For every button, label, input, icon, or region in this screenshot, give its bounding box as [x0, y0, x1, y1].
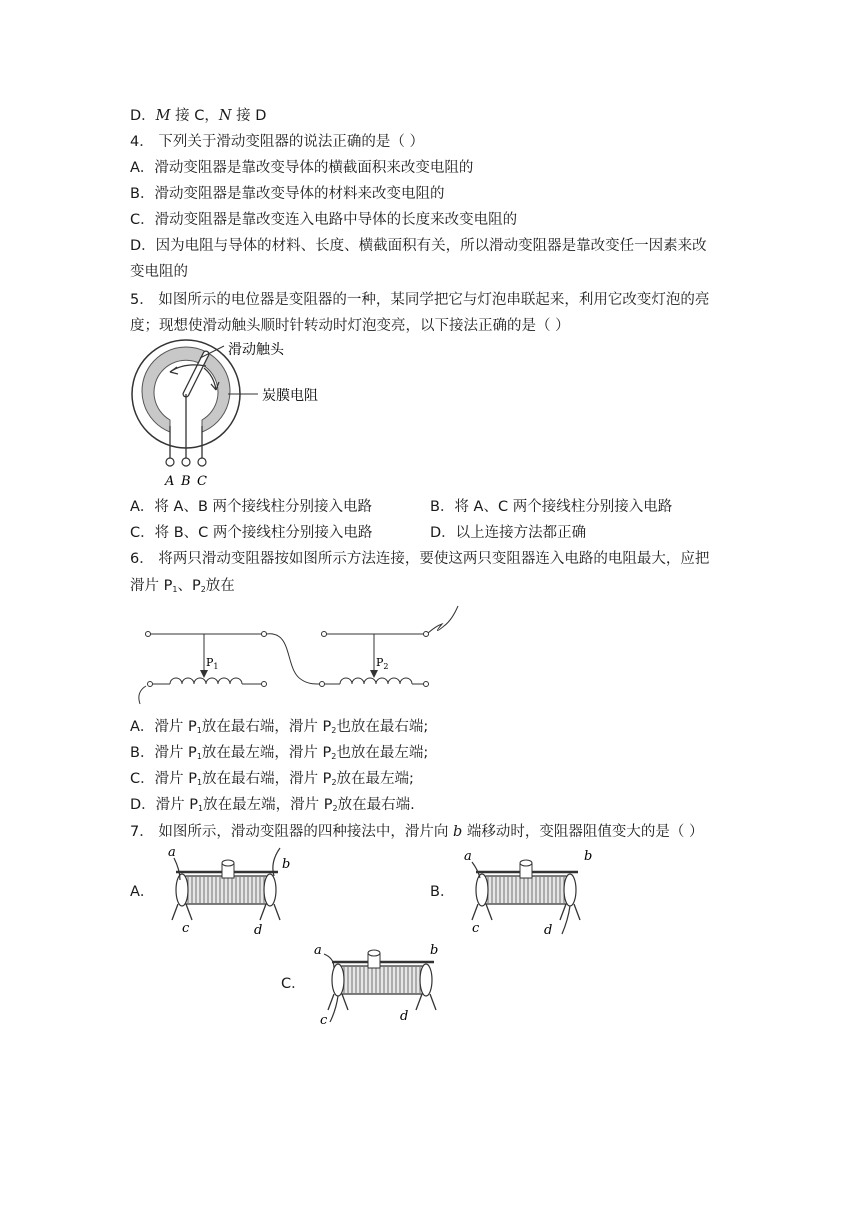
- coil-body: [338, 966, 426, 994]
- slider-p2-arrow: [370, 670, 378, 678]
- text: 放在最右端，滑片 P: [202, 771, 332, 787]
- text: 放在最左端;: [336, 771, 414, 787]
- right-coil-terminal: [320, 682, 325, 687]
- option-text: 接 C，: [170, 108, 219, 124]
- end-cap-right: [264, 874, 276, 906]
- p2-sub: 2: [383, 662, 389, 671]
- right-rail-terminal-right: [424, 632, 429, 637]
- text: 放在最左端，滑片 P: [201, 745, 332, 761]
- label-c: c: [182, 921, 190, 936]
- text: 放在最左端，滑片 P: [203, 797, 333, 813]
- left-wire: [139, 686, 146, 704]
- p1-sub: 1: [213, 662, 219, 671]
- q6-stem-line2: [130, 576, 235, 600]
- rheostat-b: [450, 844, 600, 940]
- label-a: a: [314, 943, 322, 958]
- q4-option-b: B．滑动变阻器是靠改变导体的材料来改变电阻的: [130, 186, 445, 202]
- q4-option-d: D．因为电阻与导体的材料、长度、横截面积有关，所以滑动变阻器是靠改变任一因素来改: [130, 238, 707, 254]
- option-letter: D．: [130, 108, 156, 124]
- label-b: b: [282, 857, 291, 872]
- slider-knob: [520, 860, 532, 866]
- right-rail-terminal: [322, 632, 327, 637]
- connecting-wire: [266, 634, 320, 684]
- left-coil-terminal: [148, 682, 153, 687]
- left-rail-terminal: [146, 632, 151, 637]
- text: 放在: [205, 578, 235, 594]
- text: A．滑片 P: [130, 719, 197, 735]
- text: 放在最右端.: [337, 797, 415, 813]
- label-b: b: [584, 849, 593, 864]
- slider-p1-label: [206, 656, 219, 671]
- text: 也放在最右端;: [336, 719, 429, 735]
- q5-option-d: D．以上连接方法都正确: [430, 525, 587, 541]
- rheostat-a: [150, 842, 300, 938]
- text: 也放在最左端;: [336, 745, 429, 761]
- right-wire: [428, 606, 458, 633]
- text: 端移动时，变阻器阻值变大的是（ ）: [462, 824, 704, 840]
- q5-stem-line2: 度；现想使滑动触头顺时针转动时灯泡变亮，以下接法正确的是（ ）: [130, 318, 570, 334]
- q4-option-d-cont: 变电阻的: [130, 264, 188, 280]
- wire-a: [472, 862, 480, 878]
- subscript: 2: [332, 804, 338, 813]
- q4-option-c: C．滑动变阻器是靠改变连入电路中导体的长度来改变电阻的: [130, 212, 518, 228]
- subscript: 2: [331, 752, 337, 761]
- text: 7． 如图所示，滑动变阻器的四种接法中，滑片向: [130, 824, 453, 840]
- slider-p2-label: [376, 656, 389, 671]
- q7-option-c-label: C．: [281, 976, 306, 992]
- slider-knob: [368, 950, 380, 956]
- text: 、P: [177, 578, 201, 594]
- terminal-b-label: B: [181, 474, 191, 489]
- subscript: 1: [196, 752, 202, 761]
- p2: P: [376, 656, 384, 669]
- subscript: 1: [196, 726, 202, 735]
- q6-option-c: [130, 769, 414, 793]
- p1: P: [206, 656, 214, 669]
- left-rail-terminal-right: [262, 632, 267, 637]
- var-m: M: [155, 108, 171, 124]
- film-label: 炭膜电阻: [262, 388, 318, 404]
- q6-stem-line1: 6． 将两只滑动变阻器按如图所示方法连接，要使这两只变阻器连入电路的电阻最大，应把: [130, 551, 710, 567]
- coil-body: [482, 876, 570, 904]
- label-d: d: [544, 923, 553, 938]
- potentiometer-figure: [120, 338, 350, 490]
- var-n: N: [218, 108, 232, 124]
- q5-option-b: B．将 A、C 两个接线柱分别接入电路: [430, 499, 673, 515]
- left-coil-terminal-right: [262, 682, 267, 687]
- text: C．滑片 P: [130, 771, 197, 787]
- legs: [328, 994, 436, 1010]
- wire-a: [324, 954, 334, 968]
- q5-option-a: A．将 A、B 两个接线柱分别接入电路: [130, 499, 373, 515]
- end-cap-left: [332, 964, 344, 996]
- text: 放在最右端，滑片 P: [201, 719, 332, 735]
- label-c: c: [472, 921, 480, 936]
- terminal-a: [166, 458, 174, 466]
- terminal-c: [198, 458, 206, 466]
- var-b: b: [452, 824, 463, 840]
- q7-stem: [130, 822, 703, 842]
- q3-option-d: [130, 106, 266, 126]
- right-coil-terminal-right: [424, 682, 429, 687]
- q4-option-a: A．滑动变阻器是靠改变导体的横截面积来改变电阻的: [130, 160, 474, 176]
- subscript: 2: [200, 585, 206, 594]
- two-rheostats-figure: [126, 600, 466, 710]
- slider-p1-arrow: [200, 670, 208, 678]
- label-a: a: [168, 845, 176, 860]
- right-coil: [340, 678, 412, 684]
- legs: [472, 904, 580, 920]
- terminal-c-label: C: [197, 474, 207, 489]
- legs: [172, 904, 280, 920]
- label-a: a: [464, 849, 472, 864]
- text: B．滑片 P: [130, 745, 197, 761]
- q4-stem: 4． 下列关于滑动变阻器的说法正确的是（ ）: [130, 134, 424, 150]
- terminal-b: [182, 458, 190, 466]
- q5-stem-line1: 5． 如图所示的电位器是变阻器的一种，某同学把它与灯泡串联起来，利用它改变灯泡的亮: [130, 292, 710, 308]
- subscript: 1: [196, 778, 203, 787]
- subscript: 1: [198, 804, 204, 813]
- q6-option-b: [130, 743, 428, 767]
- slider-knob: [222, 860, 234, 866]
- q6-option-d: [130, 795, 415, 819]
- label-b: b: [430, 943, 439, 958]
- text: 滑片 P: [130, 578, 173, 594]
- end-cap-right: [420, 964, 432, 996]
- option-text: 接 D: [231, 108, 267, 124]
- text: D．滑片 P: [130, 797, 199, 813]
- q7-option-b-label: B．: [430, 884, 455, 900]
- q7-option-a-label: A．: [130, 884, 155, 900]
- left-coil: [170, 678, 242, 684]
- q6-option-a: [130, 717, 428, 741]
- end-cap-right: [564, 874, 576, 906]
- contact-label: 滑动触头: [228, 342, 284, 358]
- q5-option-c: C．将 B、C 两个接线柱分别接入电路: [130, 525, 373, 541]
- label-d: d: [254, 923, 263, 938]
- label-d: d: [400, 1009, 409, 1024]
- coil-body: [182, 876, 270, 904]
- rheostat-c: [306, 936, 456, 1032]
- subscript: 2: [331, 726, 337, 735]
- subscript: 2: [331, 778, 337, 787]
- end-cap-left: [476, 874, 488, 906]
- end-cap-left: [176, 874, 188, 906]
- subscript: 1: [172, 585, 178, 594]
- label-c: c: [320, 1013, 328, 1028]
- terminal-a-label: A: [165, 474, 175, 489]
